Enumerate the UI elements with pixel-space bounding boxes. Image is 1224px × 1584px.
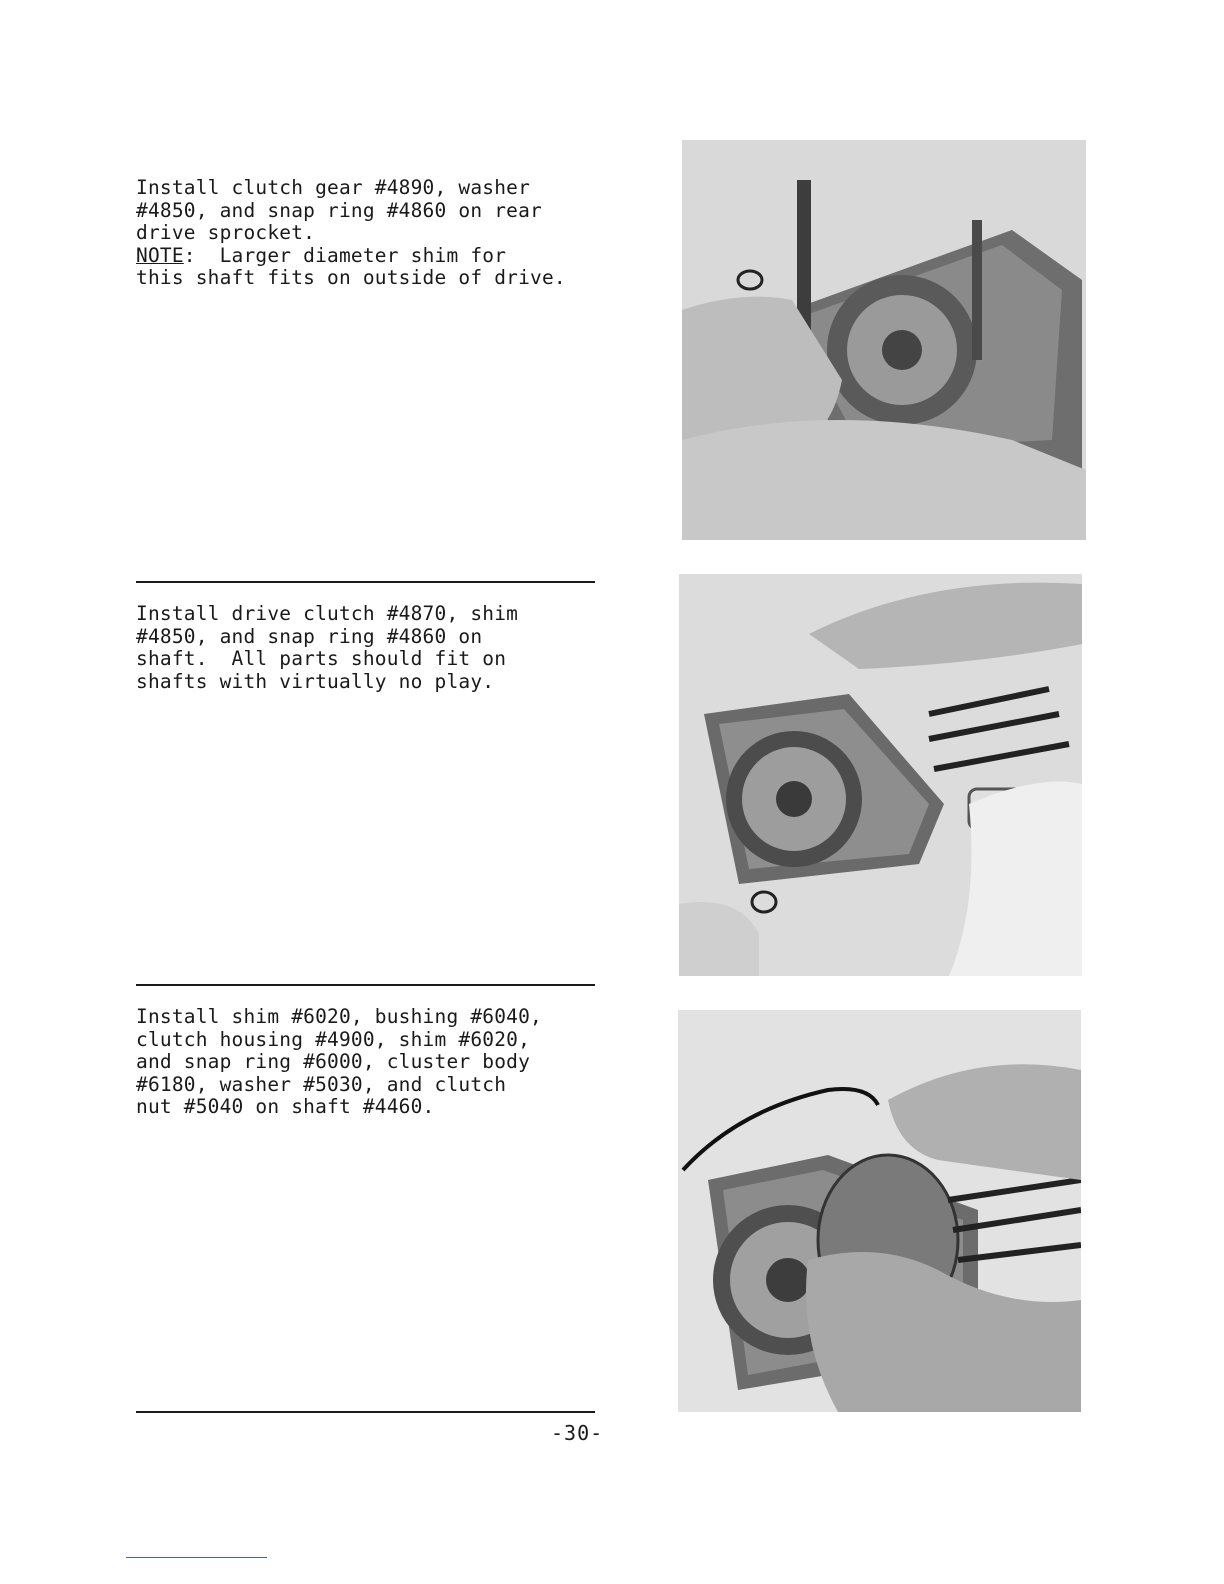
step-1-line-2: #4850, and snap ring #4860 on rear [136,198,542,222]
step-1-line-1: Install clutch gear #4890, washer [136,176,531,199]
clutch-housing-installation-photo [678,1010,1081,1412]
step-1-note [136,245,616,268]
step-2-line-2: #4850, and snap ring #4860 on [136,624,483,648]
step-3-line-5: nut #5040 on shaft #4460. [136,1095,435,1119]
clutch-gear-installation-photo [682,140,1086,540]
clutch-housing-photo-icon [678,1010,1081,1412]
step-2-line-3: shaft. All parts should fit on [136,647,507,671]
note-label: NOTE [136,243,184,267]
step-2-instructions [136,603,616,693]
step-2-line-1: Install drive clutch #4870, shim [136,602,519,625]
footer-underline [126,1557,267,1558]
step-3-instructions [136,1006,616,1119]
divider-1 [136,581,595,583]
clutch-gear-photo-icon [682,140,1086,540]
step-3-line-1: Install shim #6020, bushing #6040, [136,1005,542,1028]
drive-clutch-photo-icon [679,574,1082,976]
step-1-note-line-2: this shaft fits on outside of drive. [136,266,566,290]
step-1-instructions [136,177,616,290]
note-text: : Larger diameter shim for [183,243,507,267]
divider-3 [136,1411,595,1413]
step-3-line-2: clutch housing #4900, shim #6020, [136,1027,531,1051]
step-3-line-3: and snap ring #6000, cluster body [136,1050,531,1074]
step-2-line-4: shafts with virtually no play. [136,669,495,693]
page-number: -30- [551,1421,604,1445]
drive-clutch-installation-photo [679,574,1082,976]
divider-2 [136,984,595,986]
step-1-line-3: drive sprocket. [136,221,316,245]
step-3-line-4: #6180, washer #5030, and clutch [136,1072,507,1096]
